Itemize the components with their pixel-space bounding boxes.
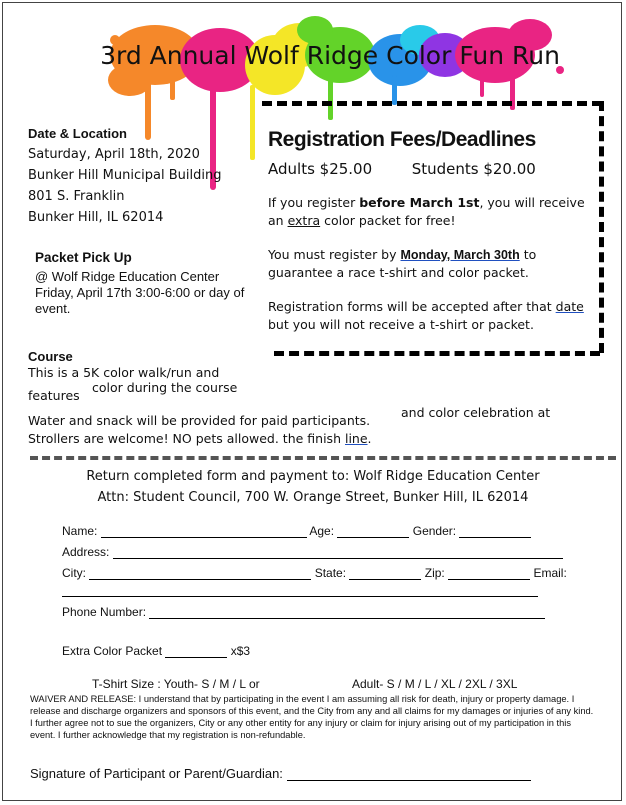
packet-text: @ Wolf Ridge Education Center Friday, April 17th 3:00-6:00 or day of event.	[35, 269, 245, 316]
date-line: Saturday, April 18th, 2020	[28, 147, 200, 162]
name-row	[62, 524, 531, 538]
tshirt-adult: Adult- S / M / L / XL / 2XL / 3XL	[352, 677, 518, 691]
deadline-text: You must register by Monday, March 30th to guarantee a race t-shirt and color packet.	[268, 247, 537, 280]
extra-packet-row	[62, 644, 250, 658]
course-line-2b: color during the course	[92, 380, 238, 395]
packet-heading: Packet Pick Up	[35, 250, 132, 265]
waiver-text: WAIVER AND RELEASE: I understand that by participating in the event I am assuming all risk for death, injury or property damage. I release and discharge organizers and sponsors of this event, and the City from any and all claims for my damages or injuries of any kind. I further agree not to sue the organizers, City or any other entity for any injury or claim for injury arising out of my participation in this event. I further acknowledge that my registration is non-refundable.	[30, 694, 594, 740]
age-label: Age:	[309, 524, 335, 538]
name-label: Name:	[62, 524, 98, 538]
city-label: City:	[62, 566, 86, 580]
student-fee: Students $20.00	[411, 160, 536, 178]
late-registration-text: Registration forms will be accepted after that date but you will not receive a t-shirt or packet.	[268, 299, 584, 332]
course-line-3b: and color celebration at	[401, 405, 551, 420]
tshirt-youth: T-Shirt Size : Youth- S / M / L or	[92, 677, 260, 691]
zip-field[interactable]	[448, 567, 530, 580]
phone-field[interactable]	[149, 606, 545, 619]
section-divider	[30, 456, 616, 460]
course-line-4: Strollers are welcome! NO pets allowed. the finish line.	[28, 431, 372, 446]
return-line-2: Attn: Student Council, 700 W. Orange Street, Bunker Hill, IL 62014	[97, 490, 529, 505]
course-heading: Course	[28, 349, 73, 364]
extra-packet-field[interactable]	[165, 645, 227, 658]
date-location-lines	[28, 144, 221, 228]
course-line-3a: Water and snack will be provided for paid participants.	[28, 413, 371, 428]
signature-field[interactable]	[287, 766, 531, 781]
gender-label: Gender:	[412, 524, 457, 538]
address-label: Address:	[62, 545, 110, 559]
zip-label: Zip:	[424, 566, 445, 580]
gender-field[interactable]	[459, 525, 531, 538]
email-field[interactable]	[62, 596, 538, 597]
phone-label: Phone Number:	[62, 605, 147, 619]
city-field[interactable]	[89, 567, 311, 580]
phone-row	[62, 605, 545, 619]
registration-heading: Registration Fees/Deadlines	[268, 128, 536, 151]
registration-box-bottom-border	[274, 351, 600, 356]
adult-fee: Adults $25.00	[268, 160, 373, 178]
signature-row	[30, 766, 531, 781]
date-location-heading: Date & Location	[28, 126, 127, 141]
state-field[interactable]	[349, 567, 421, 580]
address-field[interactable]	[113, 546, 563, 559]
early-registration-text: If you register before March 1st, you will receive an extra color packet for free!	[268, 195, 585, 228]
return-line-1: Return completed form and payment to: Wolf Ridge Education Center	[86, 469, 540, 484]
registration-box-top-border	[262, 101, 602, 106]
course-line-2a: features	[28, 388, 80, 403]
venue-line: Bunker Hill Municipal Building	[28, 168, 222, 183]
extra-packet-price: x$3	[230, 644, 251, 658]
extra-packet-label: Extra Color Packet	[62, 644, 163, 658]
state-label: State:	[314, 566, 347, 580]
flyer-title: 3rd Annual Wolf Ridge Color Fun Run	[100, 41, 560, 70]
email-label: Email:	[533, 566, 567, 580]
age-field[interactable]	[337, 525, 409, 538]
city-row	[62, 566, 567, 580]
course-line-1: This is a 5K color walk/run and	[28, 365, 220, 380]
name-field[interactable]	[101, 525, 307, 538]
fees-row	[268, 160, 536, 178]
signature-label: Signature of Participant or Parent/Guardian:	[30, 766, 283, 781]
street-line: 801 S. Franklin	[28, 189, 125, 204]
city-line: Bunker Hill, IL 62014	[28, 210, 164, 225]
address-row	[62, 545, 563, 559]
